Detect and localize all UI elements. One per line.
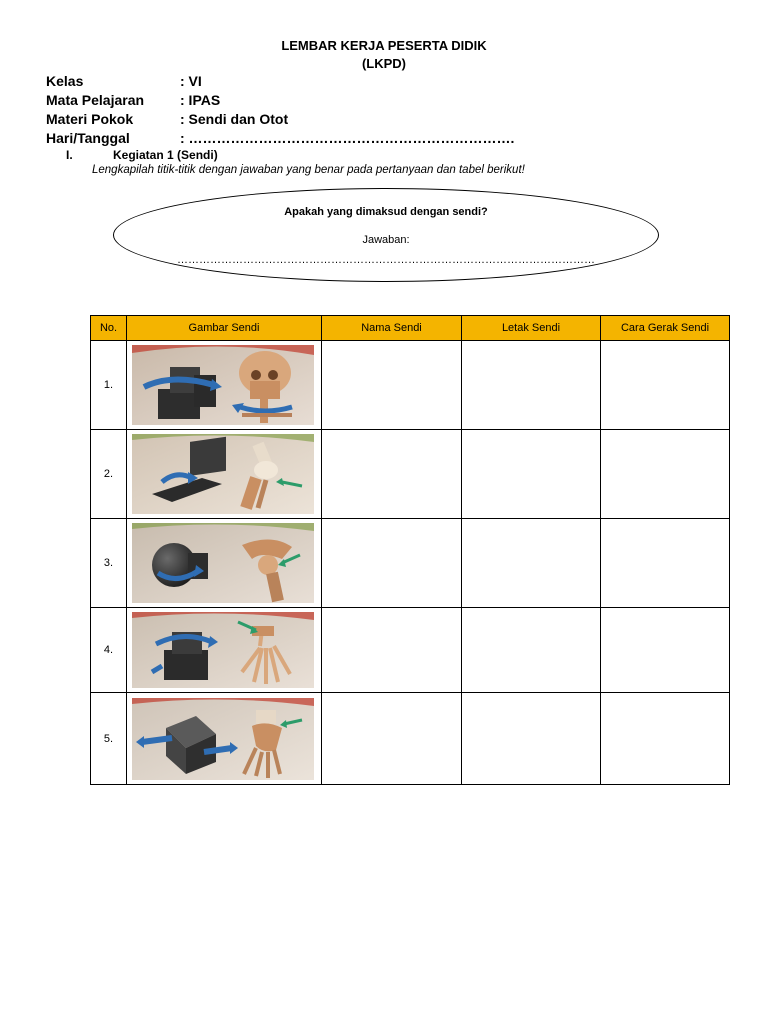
ball-socket-joint-image	[132, 523, 314, 603]
instruction-text: Lengkapilah titik-titik dengan jawaban yang benar pada pertanyaan dan tabel berikut!	[92, 164, 525, 176]
nama-sendi-cell[interactable]	[322, 430, 462, 519]
info-label: Kelas	[46, 73, 84, 89]
section-number: I.	[66, 148, 73, 162]
header-nama-sendi: Nama Sendi	[322, 316, 462, 341]
table-row	[91, 519, 730, 608]
worksheet-subtitle: (LKPD)	[361, 56, 407, 71]
section-title: Kegiatan 1 (Sendi)	[113, 148, 218, 162]
cara-gerak-sendi-cell[interactable]	[601, 693, 730, 785]
row-number: 5.	[91, 693, 127, 785]
row-number: 4.	[91, 608, 127, 693]
letak-sendi-cell[interactable]	[462, 519, 601, 608]
nama-sendi-cell[interactable]	[322, 519, 462, 608]
nama-sendi-cell[interactable]	[322, 693, 462, 785]
info-label: Hari/Tanggal	[46, 130, 130, 146]
hinge-joint-image	[132, 434, 314, 514]
letak-sendi-cell[interactable]	[462, 608, 601, 693]
worksheet-title: LEMBAR KERJA PESERTA DIDIK	[281, 38, 487, 53]
nama-sendi-cell[interactable]	[322, 341, 462, 430]
joint-image-cell	[127, 519, 322, 608]
table-row	[91, 693, 730, 785]
cara-gerak-sendi-cell[interactable]	[601, 341, 730, 430]
gliding-joint-image	[132, 698, 314, 780]
joint-image-cell	[127, 608, 322, 693]
letak-sendi-cell[interactable]	[462, 430, 601, 519]
header-no: No.	[91, 316, 127, 341]
row-number: 2.	[91, 430, 127, 519]
cara-gerak-sendi-cell[interactable]	[601, 430, 730, 519]
answer-label: Jawaban:	[362, 234, 410, 246]
info-value: : …………………………………………………………….	[180, 130, 515, 146]
table-header-row	[91, 316, 730, 341]
cara-gerak-sendi-cell[interactable]	[601, 519, 730, 608]
joint-table	[90, 315, 730, 785]
saddle-joint-image	[132, 612, 314, 688]
row-number: 1.	[91, 341, 127, 430]
table-row	[91, 341, 730, 430]
header-gambar-sendi: Gambar Sendi	[127, 316, 322, 341]
info-value: : Sendi dan Otot	[180, 111, 289, 127]
header-letak-sendi: Letak Sendi	[462, 316, 601, 341]
info-value: : IPAS	[180, 92, 221, 108]
header-cara-gerak-sendi: Cara Gerak Sendi	[601, 316, 730, 341]
table-row	[91, 430, 730, 519]
joint-image-cell	[127, 341, 322, 430]
letak-sendi-cell[interactable]	[462, 693, 601, 785]
answer-line: ……………………………………………………………………………………………………	[177, 254, 595, 266]
row-number: 3.	[91, 519, 127, 608]
info-value: : VI	[180, 73, 202, 89]
cara-gerak-sendi-cell[interactable]	[601, 608, 730, 693]
info-label: Mata Pelajaran	[46, 92, 145, 108]
joint-image-cell	[127, 693, 322, 785]
pivot-joint-image	[132, 345, 314, 425]
nama-sendi-cell[interactable]	[322, 608, 462, 693]
table-row	[91, 608, 730, 693]
info-label: Materi Pokok	[46, 111, 134, 127]
question-text: Apakah yang dimaksud dengan sendi?	[284, 206, 488, 218]
letak-sendi-cell[interactable]	[462, 341, 601, 430]
joint-image-cell	[127, 430, 322, 519]
